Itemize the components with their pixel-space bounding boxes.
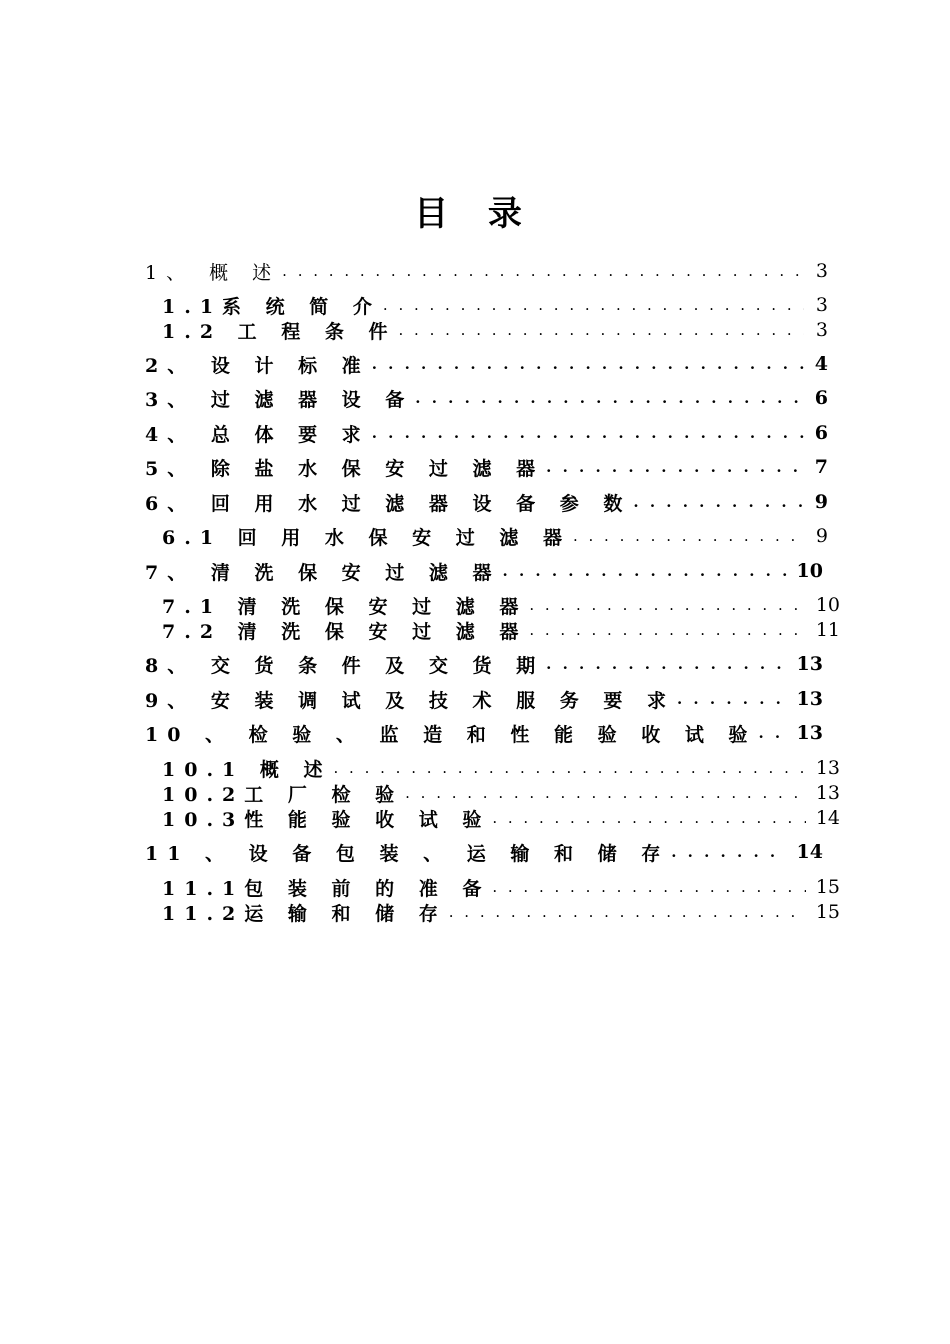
toc-leader-dots <box>334 759 806 777</box>
toc-entry[interactable] <box>162 292 828 318</box>
toc-entry-page: 15 <box>815 901 840 923</box>
toc-entry-label: 11.1包 装 前 的 准 备 <box>162 877 491 900</box>
toc-entry-label: 9、 安 装 调 试 及 技 术 服 务 要 求 <box>145 689 675 712</box>
toc-entry[interactable] <box>162 805 840 831</box>
toc-entry-page: 3 <box>815 294 828 316</box>
toc-leader-dots <box>372 424 804 442</box>
toc-entry-page: 13 <box>815 757 840 779</box>
toc-entry-label: 1、 概 述 <box>145 261 281 284</box>
toc-entry-page: 6 <box>814 387 828 409</box>
toc-entry-page: 9 <box>815 525 828 547</box>
toc-entry-label: 11 、 设 备 包 装 、 运 输 和 储 存 <box>145 842 670 865</box>
toc-entry-page: 13 <box>815 782 840 804</box>
toc-entry[interactable] <box>145 720 823 746</box>
toc-entry-label: 2、 设 计 标 准 <box>145 354 370 377</box>
toc-leader-dots <box>449 903 806 921</box>
toc-entry-label: 5、 除 盐 水 保 安 过 滤 器 <box>145 457 545 480</box>
toc-leader-dots <box>405 784 806 802</box>
toc-entry[interactable] <box>145 839 823 865</box>
toc-leader-dots <box>546 458 804 476</box>
toc-entry[interactable] <box>162 523 828 549</box>
toc-entry[interactable] <box>145 420 828 446</box>
toc-leader-dots <box>546 655 786 673</box>
toc-entry-page: 13 <box>796 688 823 710</box>
toc-leader-dots <box>573 527 804 545</box>
toc-entry-page: 10 <box>815 594 840 616</box>
toc-leader-dots <box>383 296 804 314</box>
toc-entry-page: 15 <box>815 876 840 898</box>
toc-entry[interactable] <box>162 899 840 925</box>
toc-entry-page: 4 <box>814 353 828 375</box>
toc-entry-page: 3 <box>815 319 828 341</box>
toc-entry[interactable] <box>145 258 828 284</box>
toc-entry-page: 3 <box>815 260 828 282</box>
toc-entry-label: 4、 总 体 要 求 <box>145 423 370 446</box>
toc-entry-page: 14 <box>796 841 823 863</box>
toc-entry-label: 11.2运 输 和 储 存 <box>162 902 447 925</box>
toc-entry[interactable] <box>162 617 840 643</box>
toc-leader-dots <box>282 262 804 280</box>
toc-entry[interactable] <box>145 489 828 515</box>
toc-leader-dots <box>529 621 805 639</box>
toc-entry-label: 3、 过 滤 器 设 备 <box>145 388 414 411</box>
toc-entry-page: 13 <box>796 722 823 744</box>
toc-entry-page: 9 <box>814 491 828 513</box>
toc-leader-dots <box>758 724 786 742</box>
toc-entry-label: 7.1 清 洗 保 安 过 滤 器 <box>162 595 528 618</box>
toc-entry[interactable] <box>145 686 823 712</box>
toc-entry-page: 7 <box>814 456 828 478</box>
toc-leader-dots <box>399 321 804 339</box>
toc-entry-label: 6、 回 用 水 过 滤 器 设 备 参 数 <box>145 492 632 515</box>
page-title: 目 录 <box>414 194 536 234</box>
toc-entry-label: 10.1 概 述 <box>162 758 332 781</box>
toc-leader-dots <box>671 843 786 861</box>
toc-leader-dots <box>529 596 805 614</box>
toc-entry-page: 10 <box>796 560 823 582</box>
toc-entry-label: 6.1 回 用 水 保 安 过 滤 器 <box>162 526 571 549</box>
toc-entry[interactable] <box>162 874 840 900</box>
toc-leader-dots <box>492 878 805 896</box>
toc-entry[interactable] <box>145 454 828 480</box>
toc-entry[interactable] <box>162 780 840 806</box>
toc-leader-dots <box>492 809 805 827</box>
toc-entry-page: 11 <box>815 619 840 641</box>
toc-entry-label: 7.2 清 洗 保 安 过 滤 器 <box>162 620 528 643</box>
toc-entry[interactable] <box>162 317 828 343</box>
toc-entry-label: 1.1系 统 简 介 <box>162 295 381 318</box>
toc-entry-label: 1.2 工 程 条 件 <box>162 320 397 343</box>
toc-entry-label: 10 、 检 验 、 监 造 和 性 能 验 收 试 验 <box>145 723 757 746</box>
toc-entry[interactable] <box>162 755 840 781</box>
toc-entry[interactable] <box>145 558 823 584</box>
toc-entry-page: 13 <box>796 653 823 675</box>
toc-entry-page: 14 <box>815 807 840 829</box>
toc-entry[interactable] <box>145 651 823 677</box>
toc-entry[interactable] <box>145 351 828 377</box>
toc-entry-label: 8、 交 货 条 件 及 交 货 期 <box>145 654 545 677</box>
toc-leader-dots <box>677 690 787 708</box>
toc-entry[interactable] <box>162 592 840 618</box>
toc-entry-label: 10.2工 厂 检 验 <box>162 783 404 806</box>
toc-leader-dots <box>372 355 804 373</box>
toc-entry[interactable] <box>145 385 828 411</box>
toc-entry-label: 10.3性 能 验 收 试 验 <box>162 808 491 831</box>
toc-leader-dots <box>633 493 804 511</box>
toc-leader-dots <box>503 562 787 580</box>
toc-entry-page: 6 <box>814 422 828 444</box>
toc-leader-dots <box>415 389 804 407</box>
toc-entry-label: 7、 清 洗 保 安 过 滤 器 <box>145 561 501 584</box>
